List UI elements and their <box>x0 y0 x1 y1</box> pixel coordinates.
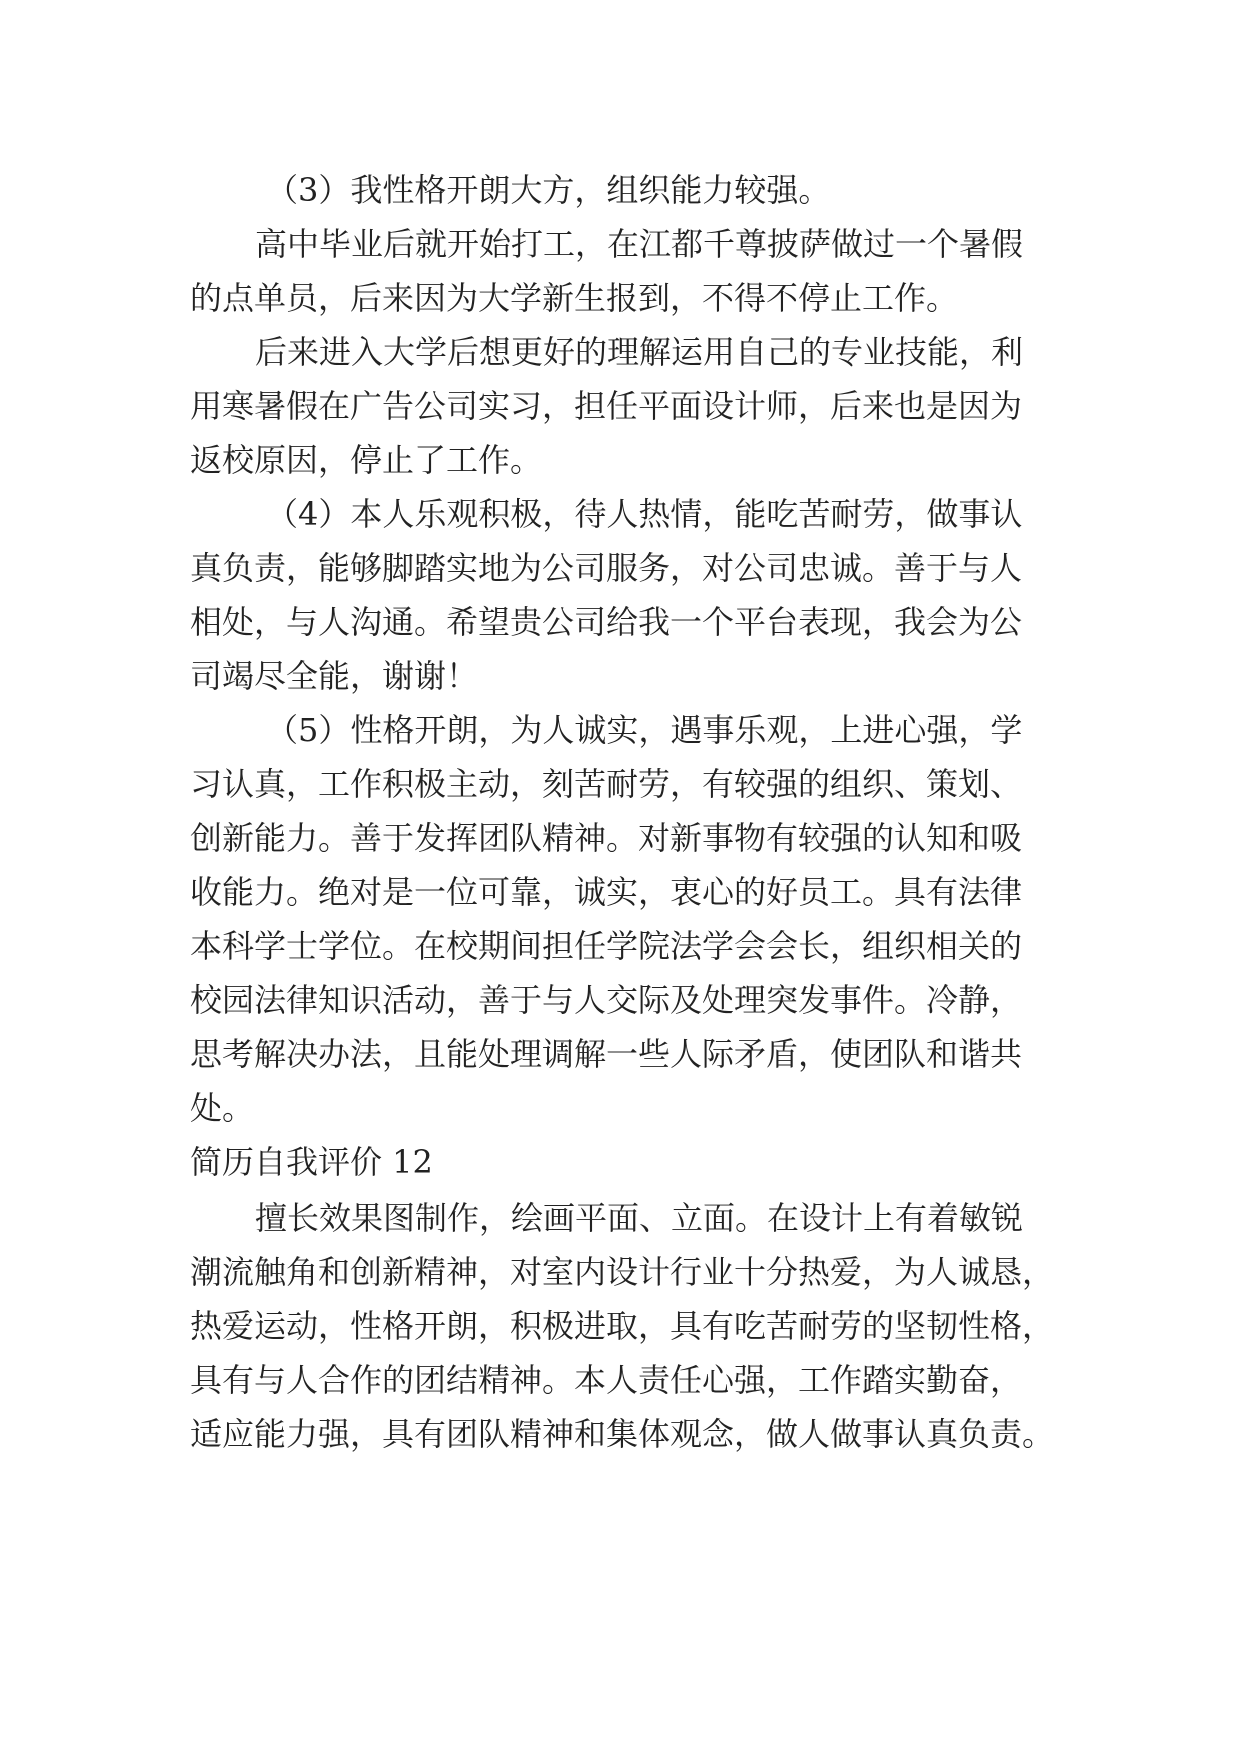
paragraph-5-line-3: 创新能力。善于发挥团队精神。对新事物有较强的认知和吸 <box>190 819 1023 857</box>
work-history-line-2: 的点单员，后来因为大学新生报到，不得不停止工作。 <box>190 279 959 317</box>
paragraph-4-line-3: 相处，与人沟通。希望贵公司给我一个平台表现，我会为公 <box>190 603 1023 641</box>
paragraph-5-line-8: 处。 <box>190 1089 255 1127</box>
paragraph-4-line-2: 真负责，能够脚踏实地为公司服务，对公司忠诚。善于与人 <box>190 549 1023 587</box>
section-heading: 简历自我评价 12 <box>190 1143 433 1181</box>
paragraph-5-line-1: （5）性格开朗，为人诚实，遇事乐观，上进心强，学 <box>266 711 1023 749</box>
evaluation-12-line-1: 擅长效果图制作，绘画平面、立面。在设计上有着敏锐 <box>255 1199 1024 1237</box>
paragraph-5-line-2: 习认真，工作积极主动，刻苦耐劳，有较强的组织、策划、 <box>190 765 1023 803</box>
evaluation-12-line-5: 适应能力强，具有团队精神和集体观念，做人做事认真负责。 <box>190 1415 1055 1453</box>
evaluation-12-line-3: 热爱运动，性格开朗，积极进取，具有吃苦耐劳的坚韧性格， <box>190 1307 1055 1345</box>
paragraph-3-line-1: （3）我性格开朗大方，组织能力较强。 <box>266 171 831 209</box>
paragraph-5-line-5: 本科学士学位。在校期间担任学院法学会会长，组织相关的 <box>190 927 1023 965</box>
paragraph-4-line-1: （4）本人乐观积极，待人热情，能吃苦耐劳，做事认 <box>266 495 1023 533</box>
paragraph-5-line-6: 校园法律知识活动，善于与人交际及处理突发事件。冷静， <box>190 981 1023 1019</box>
paragraph-4-line-4: 司竭尽全能，谢谢！ <box>190 657 479 695</box>
university-line-3: 返校原因，停止了工作。 <box>190 441 543 479</box>
evaluation-12-line-2: 潮流触角和创新精神，对室内设计行业十分热爱，为人诚恳， <box>190 1253 1055 1291</box>
work-history-line-1: 高中毕业后就开始打工，在江都千尊披萨做过一个暑假 <box>255 225 1024 263</box>
evaluation-12-line-4: 具有与人合作的团结精神。本人责任心强，工作踏实勤奋， <box>190 1361 1023 1399</box>
university-line-1: 后来进入大学后想更好的理解运用自己的专业技能，利 <box>255 333 1024 371</box>
paragraph-5-line-7: 思考解决办法，且能处理调解一些人际矛盾，使团队和谐共 <box>190 1035 1023 1073</box>
university-line-2: 用寒暑假在广告公司实习，担任平面设计师，后来也是因为 <box>190 387 1023 425</box>
paragraph-5-line-4: 收能力。绝对是一位可靠，诚实，衷心的好员工。具有法律 <box>190 873 1023 911</box>
